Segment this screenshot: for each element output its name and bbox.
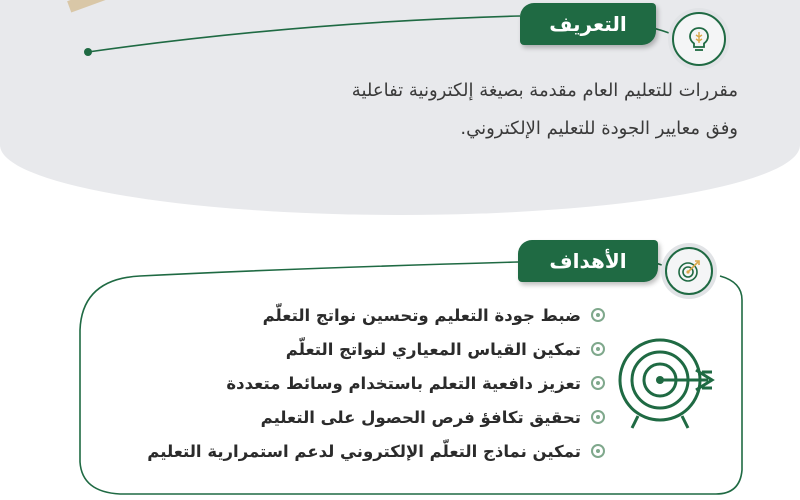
goal-item-2	[145, 332, 605, 366]
goal-text-5: تمكين نماذج التعلّم الإلكتروني لدعم استمرارية التعليم	[147, 441, 581, 461]
goal-text-1: ضبط جودة التعليم وتحسين نواتج التعلّم	[262, 305, 581, 325]
goal-item-3	[145, 366, 605, 400]
definition-line-2: وفق معايير الجودة للتعليم الإلكتروني.	[460, 118, 738, 139]
goal-text-3: تعزيز دافعية التعلم باستخدام وسائط متعددة	[226, 373, 581, 393]
bullet-icon	[591, 342, 605, 356]
goal-text-2: تمكين القياس المعياري لنواتج التعلّم	[285, 339, 581, 359]
bullet-icon	[591, 308, 605, 322]
definition-line-1: مقررات للتعليم العام مقدمة بصيغة إلكترونية تفاعلية	[351, 80, 738, 101]
bullet-icon	[591, 376, 605, 390]
target-icon	[665, 247, 713, 295]
goal-item-1	[145, 298, 605, 332]
goals-list	[145, 298, 605, 468]
goal-item-5	[145, 434, 605, 468]
bullet-icon	[591, 410, 605, 424]
definition-title-badge: التعريف	[520, 3, 656, 45]
goals-title-badge: الأهداف	[518, 240, 658, 282]
goal-item-4	[145, 400, 605, 434]
bullet-icon	[591, 444, 605, 458]
goal-text-4: تحقيق تكافؤ فرص الحصول على التعليم	[260, 407, 581, 427]
target-arrow-icon	[612, 328, 716, 432]
